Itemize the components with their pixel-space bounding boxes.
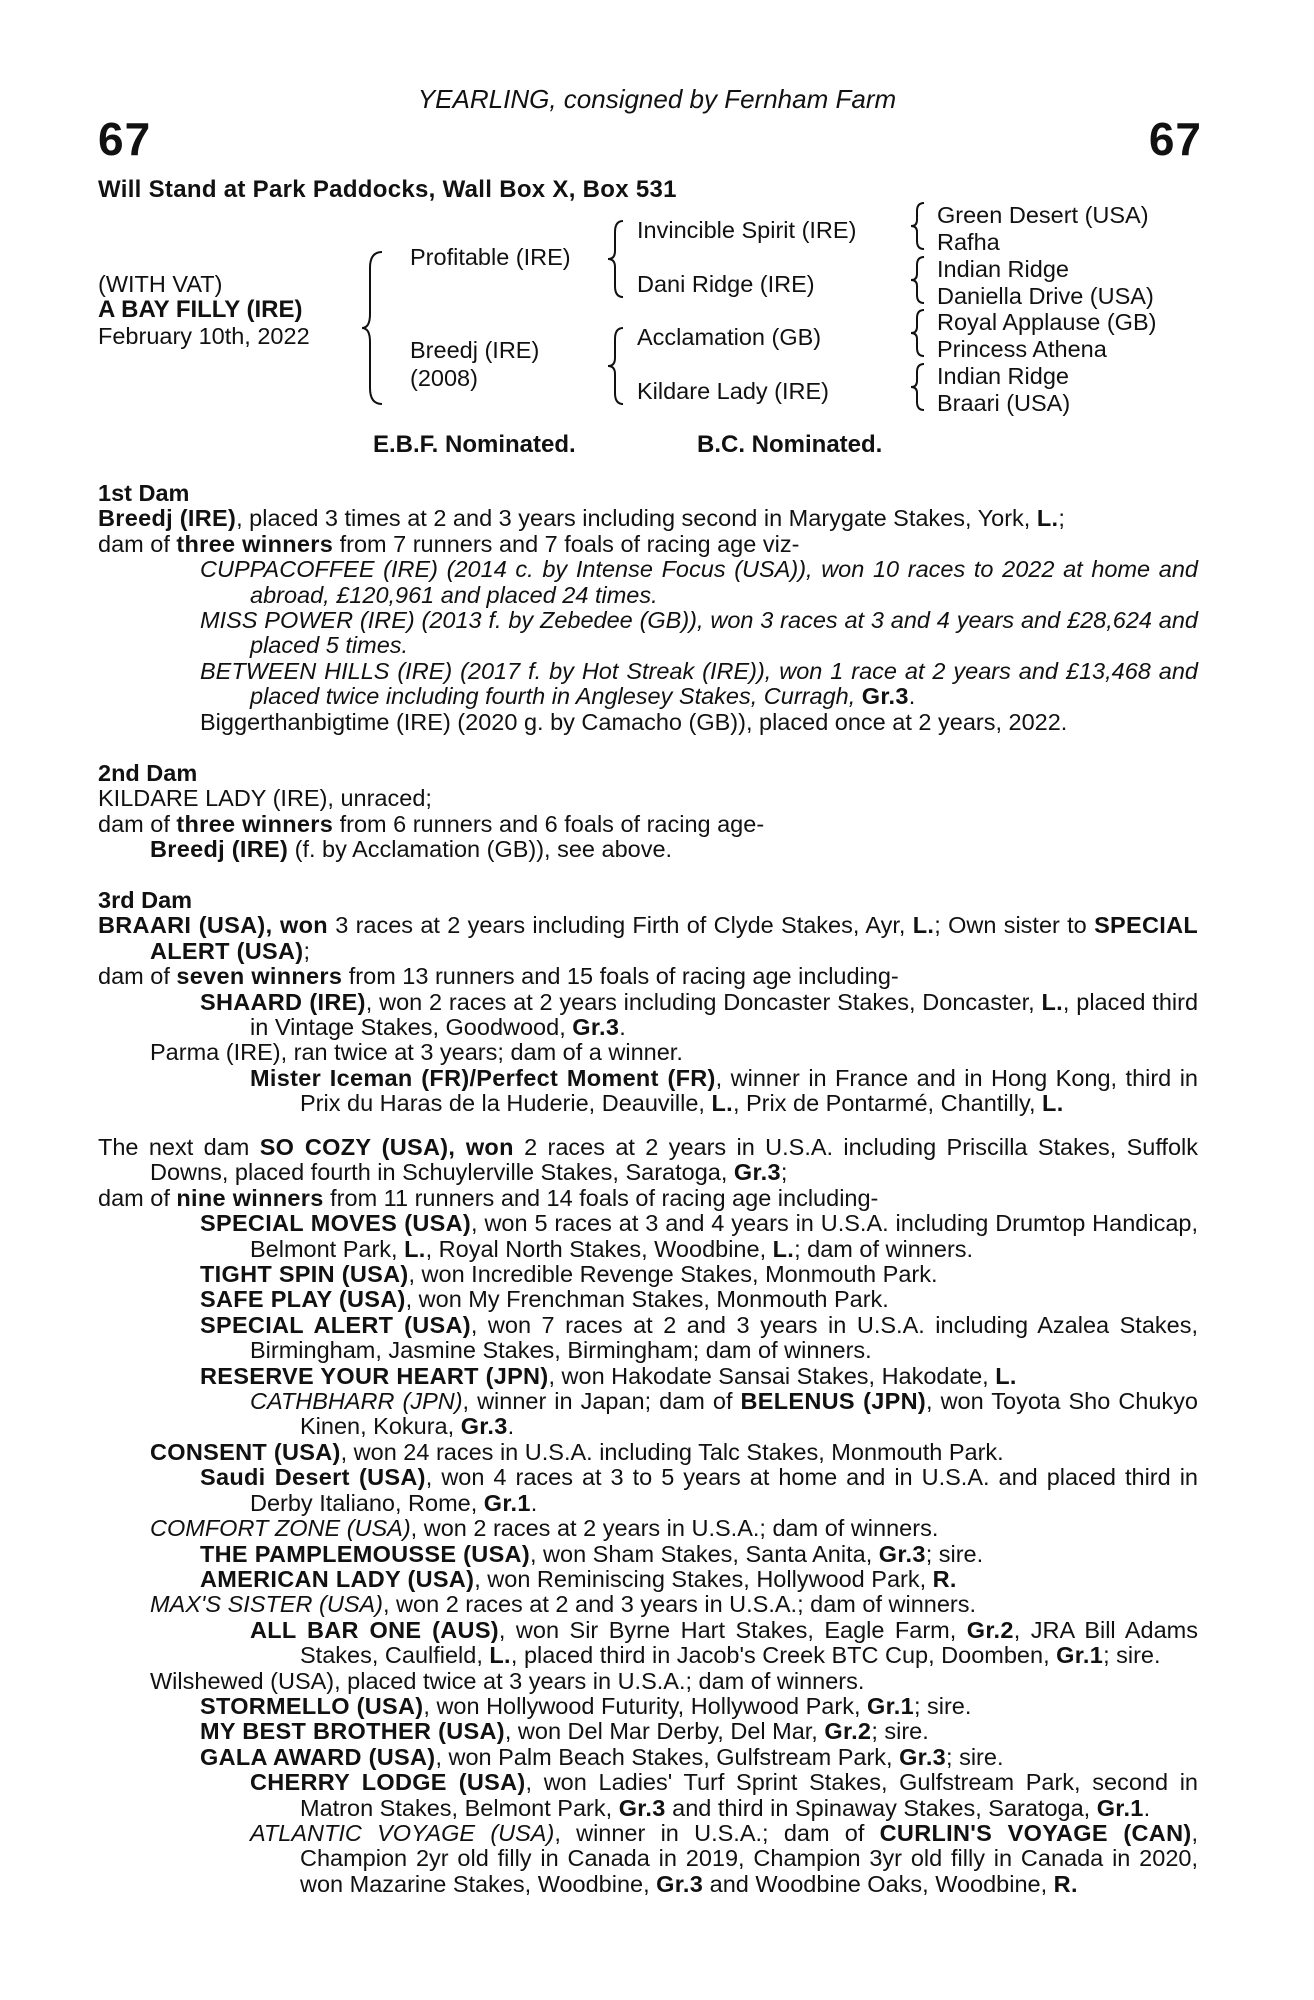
gen3-4: Kildare Lady (IRE)	[637, 378, 829, 404]
brace-dam	[605, 325, 629, 407]
ebf-nomination: E.B.F. Nominated.	[373, 431, 576, 458]
gen4-5: Royal Applause (GB)	[937, 309, 1157, 335]
dam-of-line: dam of seven winners from 13 runners and 15 foals of racing age including-	[98, 963, 899, 990]
progeny-entry: SPECIAL MOVES (USA), won 5 races at 3 and 4 years in U.S.A. including Drumtop Handicap, Belmont Park, L., Royal North Stakes, Woodbine, L.; dam of winners.	[200, 1210, 1199, 1262]
second-dam-section	[98, 761, 1198, 863]
progeny-entry: GALA AWARD (USA), won Palm Beach Stakes, Gulfstream Park, Gr.3; sire.	[200, 1743, 1004, 1770]
dam-description: KILDARE LADY (IRE), unraced;	[98, 785, 432, 812]
dam-year: (2008)	[410, 365, 478, 391]
progeny-entry: COMFORT ZONE (USA), won 2 races at 2 years in U.S.A.; dam of winners.	[150, 1515, 939, 1542]
stand-location: Will Stand at Park Paddocks, Wall Box X, Box 531	[98, 176, 677, 203]
brace-g4-3	[908, 307, 930, 359]
dam-description: The next dam SO COZY (USA), won 2 races at 2 years in U.S.A. including Priscilla Stakes, Suffolk Downs, placed fourth in Schuylerville Stakes, Saratoga, Gr.3;	[98, 1134, 1198, 1186]
section-heading: 2nd Dam	[98, 760, 198, 786]
progeny-entry: MAX'S SISTER (USA), won 2 races at 2 and 3 years in U.S.A.; dam of winners.	[150, 1591, 977, 1618]
progeny-4: Biggerthanbigtime (IRE) (2020 g. by Camacho (GB)), placed once at 2 years, 2022.	[200, 708, 1068, 735]
horse-name: Breedj (IRE)	[98, 505, 237, 532]
progeny-entry: ALL BAR ONE (AUS), won Sir Byrne Hart Stakes, Eagle Farm, Gr.2, JRA Bill Adams Stakes, Caulfield, L., placed third in Jacob's Creek BTC Cup, Doomben, Gr.1; sire.	[250, 1616, 1198, 1669]
progeny-entry: ATLANTIC VOYAGE (USA), winner in U.S.A.; dam of CURLIN'S VOYAGE (CAN), Champion 2yr old filly in Canada in 2019, Champion 3yr old filly in Canada in 2020, won Mazarine Stakes, Woodbine, Gr.3 and Woodbine Oaks, Woodbine, R.	[250, 1819, 1198, 1897]
progeny-entry: CONSENT (USA), won 24 races in U.S.A. including Talc Stakes, Monmouth Park.	[150, 1438, 1004, 1465]
sire-name: Profitable (IRE)	[410, 244, 571, 270]
progeny-3: BETWEEN HILLS (IRE) (2017 f. by Hot Streak (IRE)), won 1 race at 2 years and £13,468 and placed twice including fourth in Anglesey Stakes, Curragh, Gr.3.	[200, 657, 1198, 710]
progeny-entry: MY BEST BROTHER (USA), won Del Mar Derby, Del Mar, Gr.2; sire.	[200, 1718, 929, 1745]
progeny-entry: RESERVE YOUR HEART (JPN), won Hakodate Sansai Stakes, Hakodate, L.	[200, 1362, 1017, 1389]
next-dam-section	[98, 1135, 1198, 1897]
progeny-entry: SPECIAL ALERT (USA), won 7 races at 2 and 3 years in U.S.A. including Azalea Stakes, Birmingham, Jasmine Stakes, Birmingham; dam of winners.	[200, 1311, 1198, 1364]
gen4-1: Green Desert (USA)	[937, 202, 1149, 228]
progeny-entry: THE PAMPLEMOUSSE (USA), won Sham Stakes, Santa Anita, Gr.3; sire.	[200, 1540, 984, 1567]
progeny-entry: AMERICAN LADY (USA), won Reminiscing Stakes, Hollywood Park, R.	[200, 1565, 957, 1592]
progeny-2: Parma (IRE), ran twice at 3 years; dam of a winner.	[150, 1039, 683, 1066]
progeny-2: MISS POWER (IRE) (2013 f. by Zebedee (GB)), won 3 races at 3 and 4 years and £28,624 and placed 5 times.	[200, 607, 1198, 659]
gen3-3: Acclamation (GB)	[637, 324, 822, 350]
gen4-3: Indian Ridge	[937, 256, 1069, 282]
gen4-7: Indian Ridge	[937, 363, 1069, 389]
third-dam-section	[98, 888, 1198, 1117]
brace-sire	[605, 218, 629, 300]
gen4-8: Braari (USA)	[937, 390, 1071, 416]
progeny-entry: Wilshewed (USA), placed twice at 3 years in U.S.A.; dam of winners.	[150, 1667, 865, 1694]
dam-description: Breedj (IRE), placed 3 times at 2 and 3 years including second in Marygate Stakes, York, L.;	[98, 505, 1065, 532]
progeny-entry: CATHBHARR (JPN), winner in Japan; dam of BELENUS (JPN), won Toyota Sho Chukyo Kinen, Kokura, Gr.3.	[250, 1388, 1198, 1440]
dam-of-line: dam of nine winners from 11 runners and 14 foals of racing age including-	[98, 1184, 879, 1211]
brace-g4-1	[908, 200, 930, 252]
gen4-2: Rafha	[937, 229, 1000, 255]
brace-g4-4	[908, 361, 930, 413]
gen4-6: Princess Athena	[937, 336, 1107, 362]
section-heading: 3rd Dam	[98, 887, 193, 913]
progeny-entry: Saudi Desert (USA), won 4 races at 3 to 5 years at home and in U.S.A. and placed third in Derby Italiano, Rome, Gr.1.	[200, 1464, 1198, 1516]
progeny-1: CUPPACOFFEE (IRE) (2014 c. by Intense Focus (USA)), won 10 races to 2022 at home and abroad, £120,961 and placed 24 times.	[200, 556, 1198, 608]
lot-number-left: 67	[98, 113, 152, 165]
first-dam-section	[98, 481, 1198, 735]
dam-of-line: dam of three winners from 6 runners and 6 foals of racing age-	[98, 810, 765, 837]
progeny-entry: STORMELLO (USA), won Hollywood Futurity, Hollywood Park, Gr.1; sire.	[200, 1692, 972, 1719]
bc-nomination: B.C. Nominated.	[697, 431, 883, 458]
progeny-1: SHAARD (IRE), won 2 races at 2 years including Doncaster Stakes, Doncaster, L., placed third in Vintage Stakes, Goodwood, Gr.3.	[200, 988, 1199, 1041]
section-heading: 1st Dam	[98, 480, 190, 506]
progeny-entry: TIGHT SPIN (USA), won Incredible Revenge Stakes, Monmouth Park.	[200, 1261, 938, 1288]
consignment-line: YEARLING, consigned by Fernham Farm	[417, 84, 897, 114]
dam-of-line: dam of three winners from 7 runners and 7 foals of racing age viz-	[98, 530, 800, 557]
dam-description: BRAARI (USA), won 3 races at 2 years including Firth of Clyde Stakes, Ayr, L.; Own sister to SPECIAL ALERT (USA);	[98, 912, 1199, 964]
progeny-entry: SAFE PLAY (USA), won My Frenchman Stakes, Monmouth Park.	[200, 1286, 889, 1313]
brace-gen1	[360, 248, 390, 408]
dam-name: Breedj (IRE)	[410, 337, 540, 363]
brace-g4-2	[908, 254, 930, 306]
vat-note: (WITH VAT)	[98, 271, 223, 297]
foaling-date: February 10th, 2022	[98, 323, 310, 349]
progeny-entry: CHERRY LODGE (USA), won Ladies' Turf Sprint Stakes, Gulfstream Park, second in Matron Stakes, Belmont Park, Gr.3 and third in Spinaway Stakes, Saratoga, Gr.1.	[250, 1769, 1198, 1821]
gen4-4: Daniella Drive (USA)	[937, 283, 1154, 309]
progeny-1: Breedj (IRE) (f. by Acclamation (GB)), see above.	[150, 836, 673, 863]
progeny-3: Mister Iceman (FR)/Perfect Moment (FR), winner in France and in Hong Kong, third in Prix du Haras de la Huderie, Deauville, L., Prix de Pontarmé, Chantilly, L.	[250, 1064, 1198, 1117]
gen3-2: Dani Ridge (IRE)	[637, 271, 815, 297]
gen3-1: Invincible Spirit (IRE)	[637, 217, 857, 243]
subject-name: A BAY FILLY (IRE)	[98, 296, 303, 323]
lot-number-right: 67	[1148, 113, 1202, 165]
